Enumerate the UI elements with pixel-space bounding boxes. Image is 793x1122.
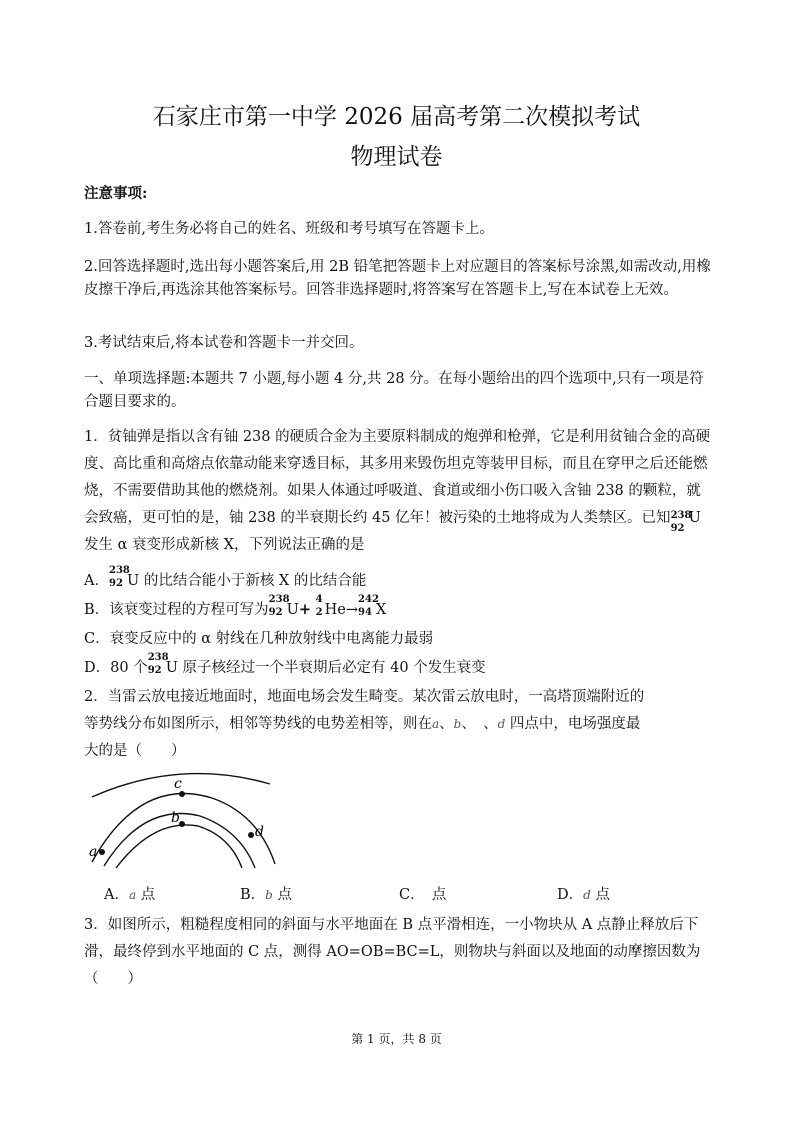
question-1-text-end: U 发生 α 衰变形成新核 X，下列说法正确的是: [84, 510, 701, 553]
exam-title: 石家庄市第一中学 2026 届高考第二次模拟考试: [152, 104, 641, 130]
question-2-line-2: 等势线分布如图所示，相邻等势线的电势差相等，则在a、b、 、d 四点中，电场强度最: [84, 716, 641, 732]
nuclide-u238: 238 92: [268, 594, 290, 618]
question-1-option-a: A． 238 92 U 的比结合能小于新核 X 的比结合能: [84, 565, 367, 589]
question-1-option-c: C．衰变反应中的 α 射线在几种放射线中电离能力最弱: [84, 631, 434, 647]
question-2-option-b: B．b 点: [240, 887, 292, 903]
section-1-heading: 一、单项选择题:本题共 7 小题,每小题 4 分,共 28 分。在每小题给出的四个选项中,只有一项是符合题目要求的。: [84, 371, 704, 410]
notice-item-1: 1.答卷前,考生务必将自己的姓名、班级和考号填写在答题卡上。: [84, 221, 494, 237]
point-a-marker: [99, 849, 105, 855]
question-1-option-b: B．该衰变过程的方程可写为 238 92 U+ 4 2 He→ 242 94 X: [84, 594, 387, 618]
question-1-option-d: D．80 个 238 92 U 原子核经过一个半衰期后必定有 40 个发生衰变: [84, 652, 486, 676]
notice-item-2: 2.回答选择题时,选出每小题答案后,用 2B 铅笔把答题卡上对应题目的答案标号涂黑,如需改动,用橡皮擦干净后,再选涂其他答案标号。回答非选择题时,将答案写在答题卡上,写在本试卷上无效。: [84, 259, 711, 298]
question-2-line-1: 2．当雷云放电接近地面时，地面电场会发生畸变。某次雷云放电时，一高塔顶端附近的: [84, 689, 645, 705]
nuclide-u238: 238 92: [147, 652, 169, 676]
nuclide-he4: 4 2: [315, 594, 323, 618]
exam-subject: 物理试卷: [350, 144, 443, 170]
question-2-option-c: C． 点: [399, 887, 447, 903]
page-number: 第 1 页，共 8 页: [351, 1032, 442, 1046]
point-a-label: a: [89, 844, 98, 860]
point-c-label: c: [174, 776, 182, 792]
point-d-marker: [248, 832, 254, 838]
question-1-stem: [84, 424, 714, 559]
notice-item-3: 3.考试结束后,将本试卷和答题卡一并交回。: [84, 335, 364, 351]
nuclide-x242: 242 94: [358, 594, 379, 618]
question-2-option-d: D．d 点: [557, 887, 610, 903]
question-2-option-a: A．a 点: [104, 887, 156, 903]
nuclide-u238: 238 92: [670, 510, 692, 534]
nuclide-u238: 238 92: [108, 565, 130, 589]
question-1-text: 1．贫铀弹是指以含有铀 238 的硬质合金为主要原料制成的炮弹和枪弹，它是利用贫铀合金的高硬度、高比重和高熔点依靠动能来穿透目标，其多用来毁伤坦克等装甲目标，而且在穿甲之后还能燃烧，不需要借助其他的燃烧剂。如果人体通过呼吸道、食道或细小伤口吸入含铀 238 的颗粒，就会致癌，更可怕的是，铀 238 的半衰期长约 45 亿年！被污染的土地将成为人类禁区。已知: [84, 429, 711, 526]
point-b-label: b: [171, 810, 180, 826]
question-2-line-3: 大的是（ ）: [84, 743, 186, 759]
equipotential-figure: [80, 762, 280, 872]
equipotential-line-inner: [116, 825, 242, 868]
notice-heading: 注意事项:: [84, 185, 148, 202]
question-3-stem: 3．如图所示，粗糙程度相同的斜面与水平地面在 B 点平滑相连，一小物块从 A 点静止释放后下滑，最终停到水平地面的 C 点，测得 AO=OB=BC=L，则物块与斜面以及地面的动摩擦因数为（ ）: [84, 917, 701, 987]
point-d-label: d: [255, 824, 264, 840]
